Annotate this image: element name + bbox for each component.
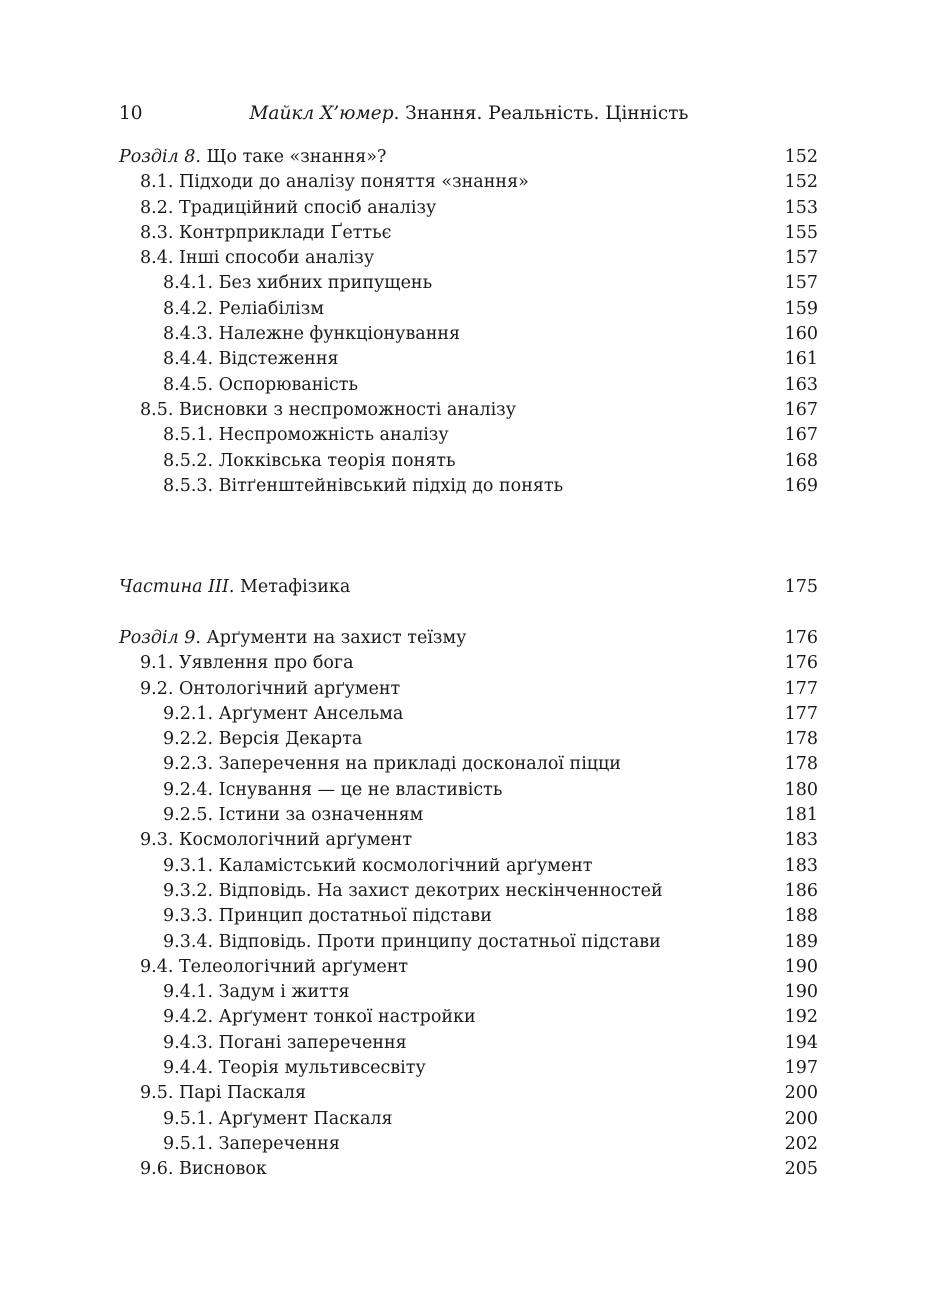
toc-entry-title [163,1031,407,1056]
toc-entry-subsection[interactable] [119,980,818,1005]
toc-entry-title [163,854,593,879]
toc-entry-subsection[interactable] [119,449,818,474]
toc-entry-title [163,1132,340,1157]
toc-entry-title [163,752,621,777]
toc-entry-text: 8.4.5. Оспорюваність [163,374,358,395]
toc-entry-text: 9.4.4. Теорія мультивсесвіту [163,1058,426,1079]
toc-entry-subsection[interactable] [119,373,818,398]
toc-chapter-8 [119,145,818,499]
toc-entry-section[interactable] [119,1157,818,1182]
toc-entry-section[interactable] [119,398,818,423]
toc-entry-title [140,1081,306,1106]
toc-entry-subsection[interactable] [119,271,818,296]
toc-entry-page: 181 [784,805,818,826]
toc-entry-title [119,145,386,170]
toc-entry-subsection[interactable] [119,1005,818,1030]
toc-entry-title [163,980,350,1005]
toc-entry-text: 9.5. Парі Паскаля [140,1083,307,1104]
toc-entry-section[interactable] [119,677,818,702]
toc-entry-subsection[interactable] [119,854,818,879]
toc-entry-text: 8.5.3. Вітґенштейнівський підхід до понять [163,475,564,496]
toc-entry-subsection[interactable] [119,778,818,803]
toc-entry-page: 180 [784,779,818,800]
toc-entry-title [163,727,362,752]
toc-entry-text: 8.5. Висновки з неспроможності аналізу [140,399,517,420]
toc-entry-section[interactable] [119,246,818,271]
toc-entry-page: 176 [784,628,818,648]
toc-entry-text: 8.1. Підходи до аналізу поняття «знання» [140,172,529,193]
toc-entry-title [140,398,516,423]
toc-entry-text: 8.4.2. Реліабілізм [163,298,324,319]
toc-entry-page: 200 [784,1108,818,1129]
toc-entry-page: 178 [784,729,818,750]
toc-entry-subsection[interactable] [119,474,818,499]
toc-entry-prefix: Розділ 9 [119,628,196,648]
toc-entry-title [163,702,403,727]
toc-entry-text: 8.4.1. Без хибних припущень [163,273,433,294]
toc-entry-section[interactable] [119,221,818,246]
toc-entry-page: 157 [784,248,818,269]
toc-entry-text: 9.4.2. Арґумент тонкої настройки [163,1007,476,1028]
toc-entry-text: 9.2.5. Істини за означенням [163,805,424,826]
toc-entry-title [163,1107,393,1132]
toc-entry-text: 9.4.1. Задум і життя [163,982,350,1003]
toc-entry-section[interactable] [119,651,818,676]
toc-entry-text: 8.4.4. Відстеження [163,349,339,370]
toc-entry-page: 177 [784,678,818,699]
toc-entry-page: 197 [784,1058,818,1079]
toc-entry-title [140,221,391,246]
toc-entry-text: 9.5.1. Заперечення [163,1133,340,1154]
toc-entry-subsection[interactable] [119,879,818,904]
toc-entry-page: 152 [784,147,818,167]
toc-entry-page: 205 [784,1159,818,1180]
toc-entry-text: 9.4.3. Погані заперечення [163,1032,407,1053]
toc-entry-page: 190 [784,982,818,1003]
toc-entry-title [163,373,358,398]
toc-entry-page: 192 [784,1007,818,1028]
toc-entry-subsection[interactable] [119,727,818,752]
toc-entry-title [119,626,466,651]
running-header [119,100,819,128]
page-number: 10 [119,103,143,124]
toc-entry-title [140,651,354,676]
toc-entry-page: 189 [784,931,818,952]
toc-entry-page: 200 [784,1083,818,1104]
toc-entry-page: 153 [784,197,818,218]
toc-entry-chapter[interactable] [119,145,818,170]
toc-entry-text: 8.5.2. Локківська теорія понять [163,450,456,471]
toc-entry-text: 9.4. Телеологічний арґумент [140,956,409,977]
toc-entry-title [163,1056,426,1081]
toc-chapter-9 [119,626,818,1183]
toc-entry-text: 9.1. Уявлення про бога [140,653,354,674]
toc-entry-page: 194 [784,1032,818,1053]
toc-entry-text: . Що таке «знання»? [195,147,387,167]
toc-entry-title [163,1005,476,1030]
toc-entry-title [163,347,339,372]
toc-entry-page: 177 [784,703,818,724]
toc-entry-text: . Метафізика [228,577,351,597]
toc-entry-page: 183 [784,855,818,876]
toc-entry-section[interactable] [119,196,818,221]
toc-entry-section[interactable] [119,1081,818,1106]
toc-entry-title [163,271,432,296]
toc-entry-part[interactable] [119,575,818,600]
toc-entry-text: 9.3.3. Принцип достатньої підстави [163,906,492,927]
toc-entry-section[interactable] [119,955,818,980]
toc-entry-page: 155 [784,222,818,243]
toc-entry-subsection[interactable] [119,322,818,347]
toc-entry-subsection[interactable] [119,423,818,448]
toc-entry-section[interactable] [119,828,818,853]
toc-entry-subsection[interactable] [119,1056,818,1081]
toc-entry-text: 8.3. Контрприклади Ґеттьє [140,222,392,243]
toc-entry-title [140,1157,267,1182]
toc-entry-title [140,170,529,195]
toc-entry-title [163,297,324,322]
toc-entry-text: 9.2. Онтологічний арґумент [140,678,401,699]
toc-entry-text: 9.2.3. Заперечення на прикладі досконалої піцци [163,754,621,775]
toc-entry-title [140,246,374,271]
toc-entry-text: 9.3.1. Каламістський космологічний арґумент [163,855,593,876]
toc-entry-subsection[interactable] [119,297,818,322]
toc-entry-title [140,955,408,980]
toc-entry-title [163,778,502,803]
toc-entry-page: 167 [784,399,818,420]
toc-entry-subsection[interactable] [119,930,818,955]
toc-entry-page: 163 [784,374,818,395]
toc-entry-text: 9.2.1. Арґумент Ансельма [163,703,404,724]
running-title [119,100,819,128]
toc-entry-subsection[interactable] [119,904,818,929]
toc-entry-text: 9.2.2. Версія Декарта [163,729,363,750]
toc-entry-text: 9.3. Космологічний арґумент [140,830,413,851]
toc-entry-page: 186 [784,880,818,901]
toc-entry-text: 9.3.2. Відповідь. На захист декотрих нескінченностей [163,880,663,901]
toc-entry-page: 188 [784,906,818,927]
toc-entry-page: 178 [784,754,818,775]
toc-entry-page: 167 [784,425,818,446]
toc-entry-title [119,575,350,600]
toc-entry-page: 183 [784,830,818,851]
toc-entry-page: 157 [784,273,818,294]
toc-entry-title [163,803,423,828]
toc-entry-title [163,930,661,955]
toc-entry-title [163,474,563,499]
running-title-rest: . Знання. Реальність. Цінність [393,103,689,124]
toc-entry-section[interactable] [119,170,818,195]
toc-entry-page: 202 [784,1133,818,1154]
toc-entry-page: 176 [784,653,818,674]
toc-entry-page: 169 [784,475,818,496]
toc-entry-page: 160 [784,324,818,345]
toc-entry-text: 8.2. Традиційний спосіб аналізу [140,197,437,218]
running-title-author: Майкл Х’юмер [249,103,394,124]
toc-entry-text: . Арґументи на захист теїзму [195,628,467,648]
toc-entry-text: 9.5.1. Арґумент Паскаля [163,1108,393,1129]
toc-entry-subsection[interactable] [119,1031,818,1056]
toc-entry-title [163,449,455,474]
toc-entry-text: 9.3.4. Відповідь. Проти принципу достатньої підстави [163,931,661,952]
toc-entry-subsection[interactable] [119,752,818,777]
toc-entry-subsection[interactable] [119,347,818,372]
toc-entry-title [140,828,412,853]
toc-entry-chapter[interactable] [119,626,818,651]
toc-entry-text: 8.4.3. Належне функціонування [163,324,461,345]
toc-entry-prefix: Розділ 8 [119,147,196,167]
toc-entry-title [163,904,492,929]
toc-entry-subsection[interactable] [119,803,818,828]
toc-entry-page: 159 [784,298,818,319]
toc-entry-page: 190 [784,956,818,977]
toc-entry-subsection[interactable] [119,702,818,727]
toc-entry-subsection[interactable] [119,1107,818,1132]
toc-entry-title [163,423,449,448]
toc-entry-title [140,196,436,221]
toc-entry-page: 168 [784,450,818,471]
toc-entry-title [163,879,663,904]
toc-entry-text: 8.5.1. Неспроможність аналізу [163,425,449,446]
toc-entry-text: 8.4. Інші способи аналізу [140,248,375,269]
toc-entry-prefix: Частина III [119,577,229,597]
toc-entry-page: 175 [784,577,818,597]
toc-part-3 [119,575,818,600]
toc-entry-text: 9.6. Висновок [140,1159,267,1180]
toc-entry-text: 9.2.4. Існування — це не властивість [163,779,503,800]
toc-entry-page: 152 [784,172,818,193]
toc-entry-page: 161 [784,349,818,370]
toc-entry-subsection[interactable] [119,1132,818,1157]
toc-entry-title [163,322,460,347]
toc-entry-title [140,677,400,702]
